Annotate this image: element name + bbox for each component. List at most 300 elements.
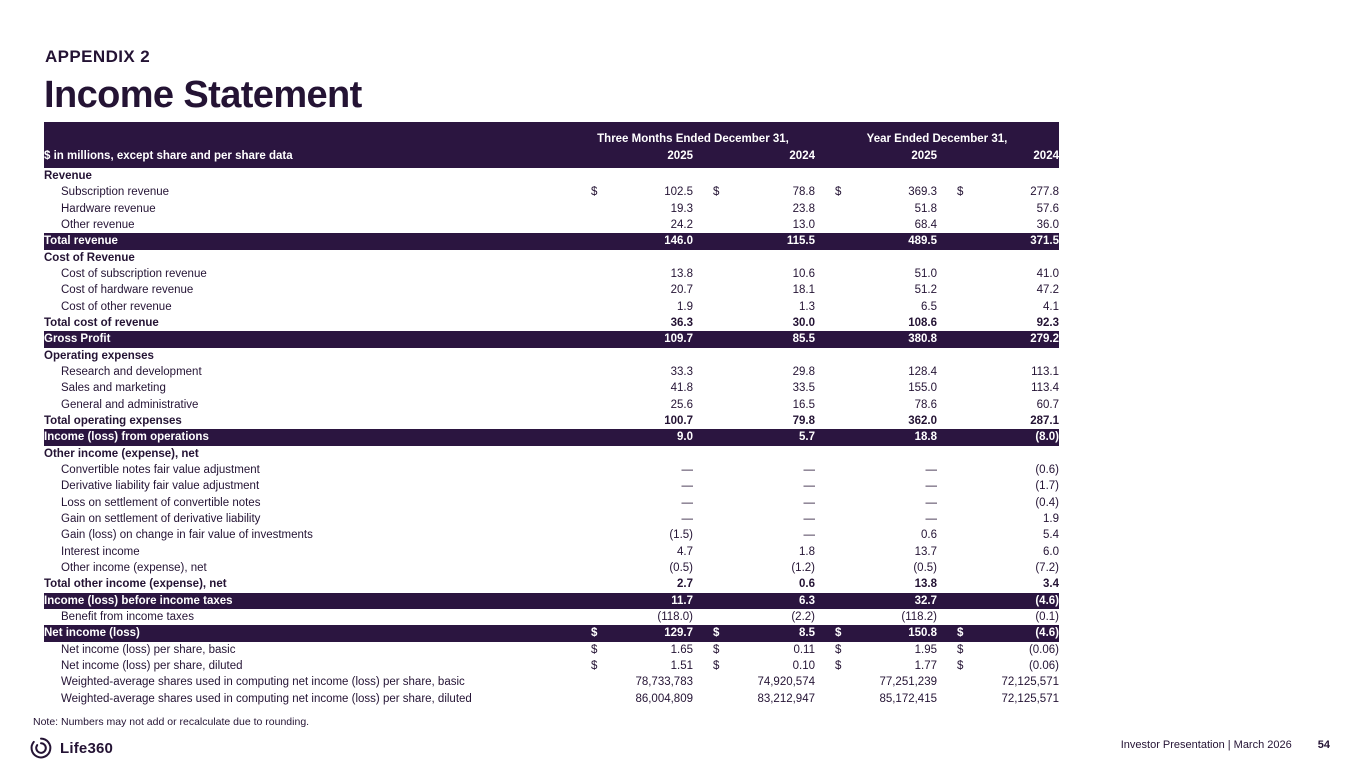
table-row [44,168,1059,184]
units-label: $ in millions, except share and per share data [44,150,293,162]
value-text: — [925,512,937,525]
value-text: 5.7 [799,431,815,444]
value-text: 6.0 [1043,545,1059,558]
row-label: General and administrative [61,398,199,411]
row-label: Total revenue [44,235,118,248]
row-label: Cost of Revenue [44,251,135,264]
value-text: 13.0 [792,218,815,231]
table-row [44,184,1059,200]
value-text: 155.0 [908,382,937,395]
value-text: 4.7 [677,545,693,558]
value-text: — [925,496,937,509]
value-text: 6.3 [799,594,815,607]
cell-value [937,609,1059,625]
cell-value [937,397,1059,413]
table-row [44,380,1059,396]
cell-value [815,527,937,543]
cell-value [815,380,937,396]
table-row [44,429,1059,445]
cell-value [693,233,815,249]
value-text: 18.8 [914,431,937,444]
value-text: (2.2) [791,610,815,623]
cell-value [937,495,1059,511]
dollar-sign: $ [713,627,720,640]
value-text: 77,251,239 [879,676,937,689]
value-text: 146.0 [664,235,693,248]
value-text: 1.65 [670,643,693,656]
value-text: — [681,463,693,476]
cell-value [693,315,815,331]
table-row [44,446,1059,462]
cell-value [815,478,937,494]
cell-value [571,380,693,396]
cell-value [937,380,1059,396]
cell-value [571,201,693,217]
value-text: 41.8 [670,382,693,395]
value-text: 33.3 [670,365,693,378]
dollar-sign: $ [835,186,842,199]
row-label: Gross Profit [44,333,111,346]
table-row [44,478,1059,494]
value-text: — [803,463,815,476]
table-row [44,560,1059,576]
cell-value [937,625,1059,641]
value-text: 13.8 [914,578,937,591]
row-label: Cost of hardware revenue [61,284,194,297]
value-text: (1.2) [791,561,815,574]
value-text: 13.8 [670,267,693,280]
value-text: 113.1 [1031,365,1059,378]
row-label: Cost of other revenue [61,300,172,313]
cell-value [693,609,815,625]
table-row [44,250,1059,266]
value-text: 102.5 [664,186,693,199]
value-text: — [681,480,693,493]
cell-value [571,266,693,282]
cell-value [937,691,1059,707]
table-row [44,266,1059,282]
table-row [44,315,1059,331]
cell-value [815,576,937,592]
value-text: (0.1) [1035,610,1059,623]
value-text: 3.4 [1043,578,1059,591]
value-text: (4.6) [1035,594,1059,607]
cell-value [693,397,815,413]
cell-value [937,642,1059,658]
cell-value [937,364,1059,380]
cell-value [693,625,815,641]
value-text: 41.0 [1036,267,1059,280]
value-text: (8.0) [1035,431,1059,444]
value-text: 129.7 [664,627,693,640]
cell-value [937,478,1059,494]
cell-value [571,674,693,690]
value-text: 85.5 [792,333,815,346]
cell-value [815,609,937,625]
value-text: 277.8 [1030,186,1059,199]
table-row [44,495,1059,511]
cell-value [693,299,815,315]
value-text: 83,212,947 [757,692,815,705]
value-text: 279.2 [1030,333,1059,346]
value-text: 2.7 [677,578,693,591]
cell-value [815,397,937,413]
cell-value [571,299,693,315]
cell-value [693,691,815,707]
row-label: Operating expenses [44,349,154,362]
value-text: 24.2 [670,218,693,231]
value-text: 380.8 [908,333,937,346]
value-text: — [803,480,815,493]
cell-value [815,315,937,331]
page-number: 54 [1317,739,1330,751]
value-text: 6.5 [921,300,937,313]
value-text: 1.77 [914,659,937,672]
cell-value [693,642,815,658]
page-title: Income Statement [44,74,362,116]
value-text: 78.6 [914,398,937,411]
cell-value [815,625,937,641]
cell-value [571,397,693,413]
row-label: Subscription revenue [61,186,170,199]
cell-value [571,642,693,658]
value-text: — [803,496,815,509]
value-text: 287.1 [1030,414,1059,427]
cell-value [937,429,1059,445]
cell-value [571,478,693,494]
value-text: 16.5 [792,398,815,411]
cell-value [571,233,693,249]
brand-logo [29,736,113,760]
cell-value [693,544,815,560]
cell-value [571,331,693,347]
dollar-sign: $ [957,643,964,656]
value-text: 85,172,415 [879,692,937,705]
cell-value [693,282,815,298]
row-label: Other income (expense), net [61,561,207,574]
cell-value [571,576,693,592]
cell-value [693,184,815,200]
cell-value [693,495,815,511]
row-label: Net income (loss) [44,627,140,640]
cell-value [571,364,693,380]
table-row [44,593,1059,609]
cell-value [693,576,815,592]
dollar-sign: $ [591,627,598,640]
cell-value [815,691,937,707]
dollar-sign: $ [957,186,964,199]
value-text: 10.6 [792,267,815,280]
table-row [44,642,1059,658]
row-label: Benefit from income taxes [61,610,194,623]
value-text: 371.5 [1030,235,1059,248]
cell-value [815,299,937,315]
footnote: Note: Numbers may not add or recalculate due to rounding. [33,716,310,728]
row-label: Total cost of revenue [44,316,159,329]
row-label: Weighted-average shares used in computing net income (loss) per share, diluted [61,692,472,705]
value-text: 0.11 [793,643,815,656]
table-row [44,576,1059,592]
cell-value [815,233,937,249]
cell-value [571,315,693,331]
value-text: 4.1 [1043,300,1059,313]
cell-value [693,478,815,494]
row-label: Gain (loss) on change in fair value of investments [61,529,313,542]
row-label: Net income (loss) per share, basic [61,643,236,656]
row-label: Derivative liability fair value adjustment [61,480,260,493]
table-body [44,168,1059,707]
value-text: 1.95 [914,643,937,656]
value-text: 36.3 [670,316,693,329]
value-text: 150.8 [908,627,937,640]
cell-value [937,511,1059,527]
cell-value [571,625,693,641]
cell-value [571,495,693,511]
cell-value [937,527,1059,543]
table-row [44,462,1059,478]
value-text: — [681,496,693,509]
dollar-sign: $ [591,186,598,199]
value-text: 0.10 [792,659,815,672]
value-text: (0.6) [1035,463,1059,476]
cell-value [693,380,815,396]
table-row [44,364,1059,380]
value-text: (0.06) [1028,659,1059,672]
value-text: (0.4) [1035,496,1059,509]
cell-value [815,658,937,674]
cell-value [937,233,1059,249]
table-row [44,413,1059,429]
cell-value [571,413,693,429]
value-text: 9.0 [677,431,693,444]
cell-value [937,217,1059,233]
cell-value [571,511,693,527]
value-text: 1.9 [677,300,693,313]
cell-value [693,331,815,347]
row-label: Total other income (expense), net [44,578,227,591]
row-label: Other income (expense), net [44,447,199,460]
group-header-row [44,122,1059,146]
cell-value [815,462,937,478]
dollar-sign: $ [591,643,598,656]
value-text: 128.4 [908,365,937,378]
life360-spiral-icon [29,736,53,760]
value-text: — [925,480,937,493]
cell-value [571,429,693,445]
value-text: 100.7 [664,414,693,427]
value-text: (118.2) [901,610,937,623]
value-text: (0.06) [1028,643,1059,656]
cell-value [937,593,1059,609]
value-text: (0.5) [913,561,937,574]
table-row [44,527,1059,543]
row-label: Interest income [61,545,140,558]
table-row [44,217,1059,233]
cell-value [815,560,937,576]
cell-value [815,674,937,690]
value-text: 29.8 [792,365,815,378]
value-text: 74,920,574 [757,676,815,689]
value-text: 1.8 [799,545,815,558]
footer-text: Investor Presentation | March 2026 [1120,739,1292,751]
cell-value [937,184,1059,200]
value-text: 0.6 [921,529,937,542]
cell-value [693,429,815,445]
value-text: 51.8 [914,202,937,215]
row-label: Research and development [61,365,202,378]
cell-value [571,462,693,478]
cell-value [815,495,937,511]
cell-value [937,299,1059,315]
cell-value [937,576,1059,592]
group-header-year: Year Ended December 31, [866,133,1008,145]
cell-value [693,658,815,674]
value-text: — [803,512,815,525]
value-text: 60.7 [1036,398,1059,411]
cell-value [571,609,693,625]
table-row [44,674,1059,690]
dollar-sign: $ [713,186,720,199]
cell-value [571,658,693,674]
year-header-row [44,146,1059,168]
value-text: 36.0 [1036,218,1059,231]
table-row [44,397,1059,413]
brand-name: Life360 [60,739,114,757]
table-header [44,122,1059,168]
value-text: (4.6) [1035,627,1059,640]
cell-value [693,674,815,690]
value-text: (118.0) [657,610,693,623]
value-text: 13.7 [914,545,937,558]
cell-value [571,217,693,233]
dollar-sign: $ [713,659,720,672]
cell-value [815,511,937,527]
table-row [44,609,1059,625]
table-row [44,658,1059,674]
value-text: 5.4 [1043,529,1059,542]
cell-value [571,282,693,298]
value-text: 20.7 [670,284,693,297]
value-text: (0.5) [669,561,693,574]
table-row [44,201,1059,217]
value-text: 8.5 [799,627,815,640]
row-label: Total operating expenses [44,414,182,427]
row-label: Income (loss) before income taxes [44,594,233,607]
row-label: Gain on settlement of derivative liability [61,512,261,525]
value-text: 362.0 [908,414,937,427]
footer [1121,739,1330,751]
row-label: Sales and marketing [61,382,166,395]
table-row [44,348,1059,364]
value-text: 33.5 [792,382,815,395]
group-header-three-months: Three Months Ended December 31, [597,133,789,145]
col-header-2024-q: 2024 [789,150,815,162]
value-text: 78.8 [792,186,815,199]
value-text: 30.0 [792,316,815,329]
dollar-sign: $ [957,627,964,640]
dollar-sign: $ [835,627,842,640]
cell-value [815,201,937,217]
cell-value [571,184,693,200]
cell-value [571,560,693,576]
table-row [44,544,1059,560]
cell-value [571,593,693,609]
value-text: 25.6 [670,398,693,411]
cell-value [693,364,815,380]
cell-value [693,560,815,576]
cell-value [693,201,815,217]
dollar-sign: $ [957,659,964,672]
value-text: (7.2) [1035,561,1059,574]
col-header-2024-y: 2024 [1033,150,1059,162]
value-text: 115.5 [786,235,815,248]
value-text: (1.5) [669,529,693,542]
cell-value [693,413,815,429]
cell-value [937,674,1059,690]
row-label: Hardware revenue [61,202,156,215]
value-text: 86,004,809 [635,692,693,705]
row-label: Income (loss) from operations [44,431,209,444]
row-label: Revenue [44,170,92,182]
value-text: 51.0 [914,267,937,280]
value-text: 369.3 [908,186,937,199]
cell-value [937,331,1059,347]
cell-value [815,413,937,429]
table-row [44,233,1059,249]
value-text: 0.6 [799,578,815,591]
cell-value [693,527,815,543]
value-text: 92.3 [1036,316,1059,329]
cell-value [937,560,1059,576]
table-row [44,625,1059,641]
table-row [44,299,1059,315]
value-text: 113.4 [1031,382,1059,395]
cell-value [815,642,937,658]
value-text: — [803,529,815,542]
value-text: 68.4 [914,218,937,231]
cell-value [815,429,937,445]
cell-value [937,544,1059,560]
value-text: 32.7 [914,594,937,607]
value-text: 489.5 [908,235,937,248]
cell-value [937,201,1059,217]
value-text: 11.7 [671,594,693,607]
cell-value [937,413,1059,429]
table-row [44,331,1059,347]
value-text: (1.7) [1035,480,1059,493]
cell-value [937,266,1059,282]
cell-value [693,217,815,233]
table-row [44,282,1059,298]
col-header-2025-q: 2025 [667,150,693,162]
col-header-2025-y: 2025 [911,150,937,162]
income-statement-table [44,122,1059,707]
cell-value [937,658,1059,674]
cell-value [693,266,815,282]
cell-value [571,527,693,543]
value-text: 23.8 [792,202,815,215]
cell-value [815,544,937,560]
value-text: — [681,512,693,525]
value-text: 47.2 [1036,284,1059,297]
cell-value [815,266,937,282]
table-row [44,511,1059,527]
value-text: — [925,463,937,476]
row-label: Loss on settlement of convertible notes [61,496,261,509]
value-text: 51.2 [914,284,937,297]
value-text: 18.1 [792,284,815,297]
table-row [44,691,1059,707]
